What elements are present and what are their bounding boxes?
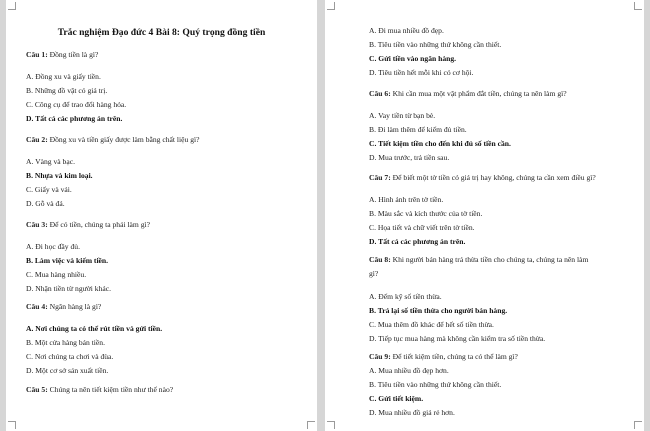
question-1: Câu 1: Đồng tiền là gì? (26, 50, 99, 59)
answer-9b: B. Tiêu tiền vào những thứ không cần thiết. (369, 380, 502, 389)
crop-mark (634, 421, 642, 429)
answer-1a: A. Đồng xu và giấy tiền. (26, 72, 101, 81)
answer-8a: A. Đếm kỹ số tiền thừa. (369, 292, 442, 301)
answer-6d: D. Mua trước, trả tiền sau. (369, 153, 450, 162)
answer-6b: B. Đi làm thêm để kiếm đủ tiền. (369, 125, 467, 134)
answer-7c: C. Họa tiết và chữ viết trên tờ tiền. (369, 223, 475, 232)
answer-1b: B. Những đồ vật có giá trị. (26, 86, 108, 95)
document-title: Trắc nghiệm Đạo đức 4 Bài 8: Quý trọng đồng tiền (57, 27, 266, 38)
answer-1d-correct: D. Tất cả các phương án trên. (26, 114, 123, 123)
answer-3b-correct: B. Làm việc và kiếm tiền. (26, 256, 109, 265)
question-7: Câu 7: Để biết một tờ tiền có giá trị hay không, chúng ta cần xem điều gì? (369, 173, 596, 182)
question-6: Câu 6: Khi cần mua một vật phẩm đắt tiền, chúng ta nên làm gì? (369, 89, 567, 98)
answer-1c: C. Công cụ để trao đổi hàng hóa. (26, 100, 127, 109)
answer-2d: D. Gỗ và đá. (26, 199, 65, 208)
document-page-right (325, 0, 644, 431)
crop-mark (327, 421, 335, 429)
answer-3a: A. Đi học đầy đủ. (26, 242, 80, 251)
crop-mark (634, 2, 642, 10)
answer-9c-correct: C. Gửi tiết kiệm. (369, 394, 424, 403)
answer-5c-correct: C. Gửi tiền vào ngân hàng. (369, 54, 457, 63)
answer-4d: D. Một cơ sở sản xuất tiền. (26, 366, 109, 375)
answer-4c: C. Nơi chúng ta chơi và đùa. (26, 352, 114, 361)
answer-8c: C. Mua thêm đồ khác để hết số tiền thừa. (369, 320, 494, 329)
question-8-continued: gì? (369, 269, 379, 278)
answer-4a-correct: A. Nơi chúng ta có thể rút tiền và gửi tiền. (26, 324, 163, 333)
answer-2a: A. Vàng và bạc. (26, 157, 75, 166)
question-3: Câu 3: Để có tiền, chúng ta phải làm gì? (26, 220, 151, 229)
crop-mark (327, 2, 335, 10)
question-8: Câu 8: Khi người bán hàng trả thừa tiền cho chúng ta, chúng ta nên làm (369, 255, 589, 264)
answer-2b-correct: B. Nhựa và kim loại. (26, 171, 93, 180)
crop-mark (307, 421, 315, 429)
answer-3d: D. Nhận tiền từ người khác. (26, 284, 112, 293)
answer-5b: B. Tiêu tiền vào những thứ không cần thiết. (369, 40, 502, 49)
answer-5d: D. Tiêu tiền hết mỗi khi có cơ hội. (369, 68, 474, 77)
answer-6c-correct: C. Tiết kiệm tiền cho đến khi đủ số tiền cần. (369, 139, 511, 148)
answer-2c: C. Giấy và vải. (26, 185, 72, 194)
document-page-left (6, 0, 317, 431)
answer-9d: D. Mua nhiều đồ giá rẻ hơn. (369, 408, 455, 417)
crop-mark (8, 421, 16, 429)
question-2: Câu 2: Đồng xu và tiền giấy được làm bằng chất liệu gì? (26, 135, 200, 144)
answer-7d-correct: D. Tất cả các phương án trên. (369, 237, 466, 246)
question-4: Câu 4: Ngân hàng là gì? (26, 302, 102, 311)
answer-8b-correct: B. Trả lại số tiền thừa cho người bán hàng. (369, 306, 508, 315)
answer-7b: B. Màu sắc và kích thước của tờ tiền. (369, 209, 483, 218)
answer-8d: D. Tiếp tục mua hàng mà không cần kiểm tra số tiền thừa. (369, 334, 546, 343)
answer-6a: A. Vay tiền từ bạn bè. (369, 111, 436, 120)
crop-mark (8, 2, 16, 10)
answer-4b: B. Một cửa hàng bán tiền. (26, 338, 105, 347)
answer-3c: C. Mua hàng nhiều. (26, 270, 87, 279)
answer-5a: A. Đi mua nhiều đồ đẹp. (369, 26, 444, 35)
question-9: Câu 9: Để tiết kiệm tiền, chúng ta có thể làm gì? (369, 352, 518, 361)
question-5: Câu 5: Chúng ta nên tiết kiệm tiền như thế nào? (26, 385, 174, 394)
answer-7a: A. Hình ảnh trên tờ tiền. (369, 195, 444, 204)
answer-9a: A. Mua nhiều đồ đẹp hơn. (369, 366, 449, 375)
